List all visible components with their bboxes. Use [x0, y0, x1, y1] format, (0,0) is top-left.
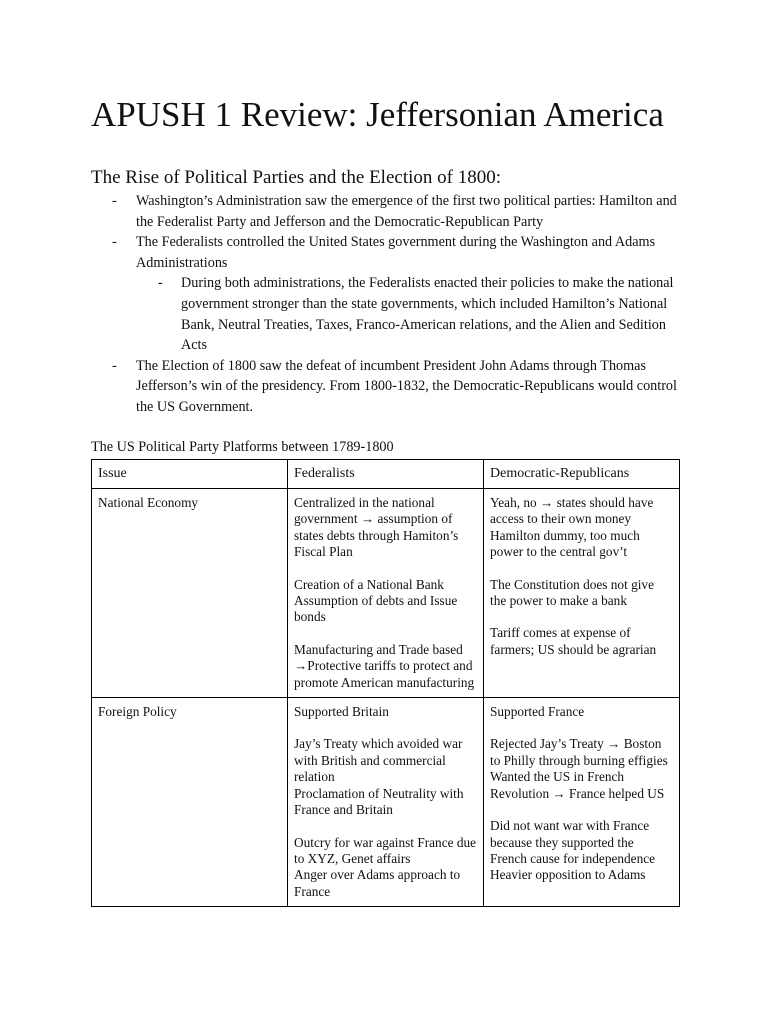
- bullet-text: The Federalists controlled the United States government during the Washington and Adams Administrations: [136, 234, 656, 271]
- bullet-marker: -: [158, 275, 163, 292]
- cell-paragraph: Creation of a National Bank Assumption of debts and Issue bonds: [294, 576, 458, 625]
- header-cell-republicans: Democratic-Republicans: [484, 460, 680, 489]
- republicans-cell: [484, 698, 680, 907]
- table-header-row: [92, 460, 680, 489]
- cell-paragraph: Did not want war with France because they supported the French cause for independence Heavier opposition to Adams: [490, 818, 656, 883]
- bullet-text: During both administrations, the Federalists enacted their policies to make the national government stronger than the state governments, which included Hamilton’s National Bank, Neutral Treaties, Taxes, Franco-American relations, and the Alien and Sedition Acts: [181, 275, 674, 354]
- cell-paragraph: The Constitution does not give the power to make a bank: [490, 576, 654, 609]
- cell-paragraph: Outcry for war against France due to XYZ, Genet affairs Anger over Adams approach to France: [294, 834, 477, 899]
- bullet-text: Washington’s Administration saw the emergence of the first two political parties: Hamilton and the Federalist Party and Jefferson and the Democratic-Republican Party: [136, 193, 677, 230]
- cell-paragraph: Rejected Jay’s Treaty → Boston to Philly through burning effigies Wanted the US in French Revolution → France helped US: [490, 736, 668, 801]
- cell-paragraph: Centralized in the national government → assumption of states debts through Hamiton’s Fiscal Plan: [294, 495, 459, 560]
- bullet-marker: -: [112, 193, 117, 209]
- table-row: [92, 698, 680, 907]
- table-caption: The US Political Party Platforms between 1789-1800: [91, 439, 394, 455]
- cell-paragraph: Supported Britain: [294, 704, 389, 720]
- page-title: APUSH 1 Review: Jeffersonian America: [91, 95, 664, 134]
- party-platforms-table: [91, 459, 680, 907]
- bullet-marker: -: [112, 357, 117, 374]
- table-row: [92, 489, 680, 698]
- bullet-item: [91, 356, 691, 418]
- bullet-text: The Election of 1800 saw the defeat of incumbent President John Adams through Thomas Jefferson’s win of the presidency. From 1800-1832, the Democratic-Republicans would control the US Government.: [136, 357, 677, 415]
- cell-paragraph: Jay’s Treaty which avoided war with British and commercial relation Proclamation of Neutrality with France and Britain: [294, 736, 464, 818]
- bullet-item: [91, 191, 691, 232]
- bullet-item: [91, 232, 691, 273]
- sub-bullet-item: [91, 273, 691, 355]
- bullet-marker: -: [112, 234, 117, 251]
- header-cell-issue: Issue: [92, 460, 288, 489]
- section-heading: The Rise of Political Parties and the Election of 1800:: [91, 167, 501, 188]
- republicans-cell: [484, 489, 680, 698]
- bullet-list: [91, 191, 691, 418]
- cell-paragraph: Tariff comes at expense of farmers; US should be agrarian: [490, 625, 657, 657]
- cell-paragraph: Manufacturing and Trade based →Protective tariffs to protect and promote American manufacturing: [294, 641, 475, 690]
- cell-paragraph: Yeah, no → states should have access to their own money Hamilton dummy, too much power to the central gov’t: [490, 495, 654, 560]
- federalists-cell: [288, 489, 484, 698]
- cell-paragraph: Supported France: [490, 704, 585, 720]
- header-cell-federalists: Federalists: [288, 460, 484, 489]
- issue-cell: National Economy: [92, 489, 288, 698]
- issue-cell: Foreign Policy: [92, 698, 288, 907]
- federalists-cell: [288, 698, 484, 907]
